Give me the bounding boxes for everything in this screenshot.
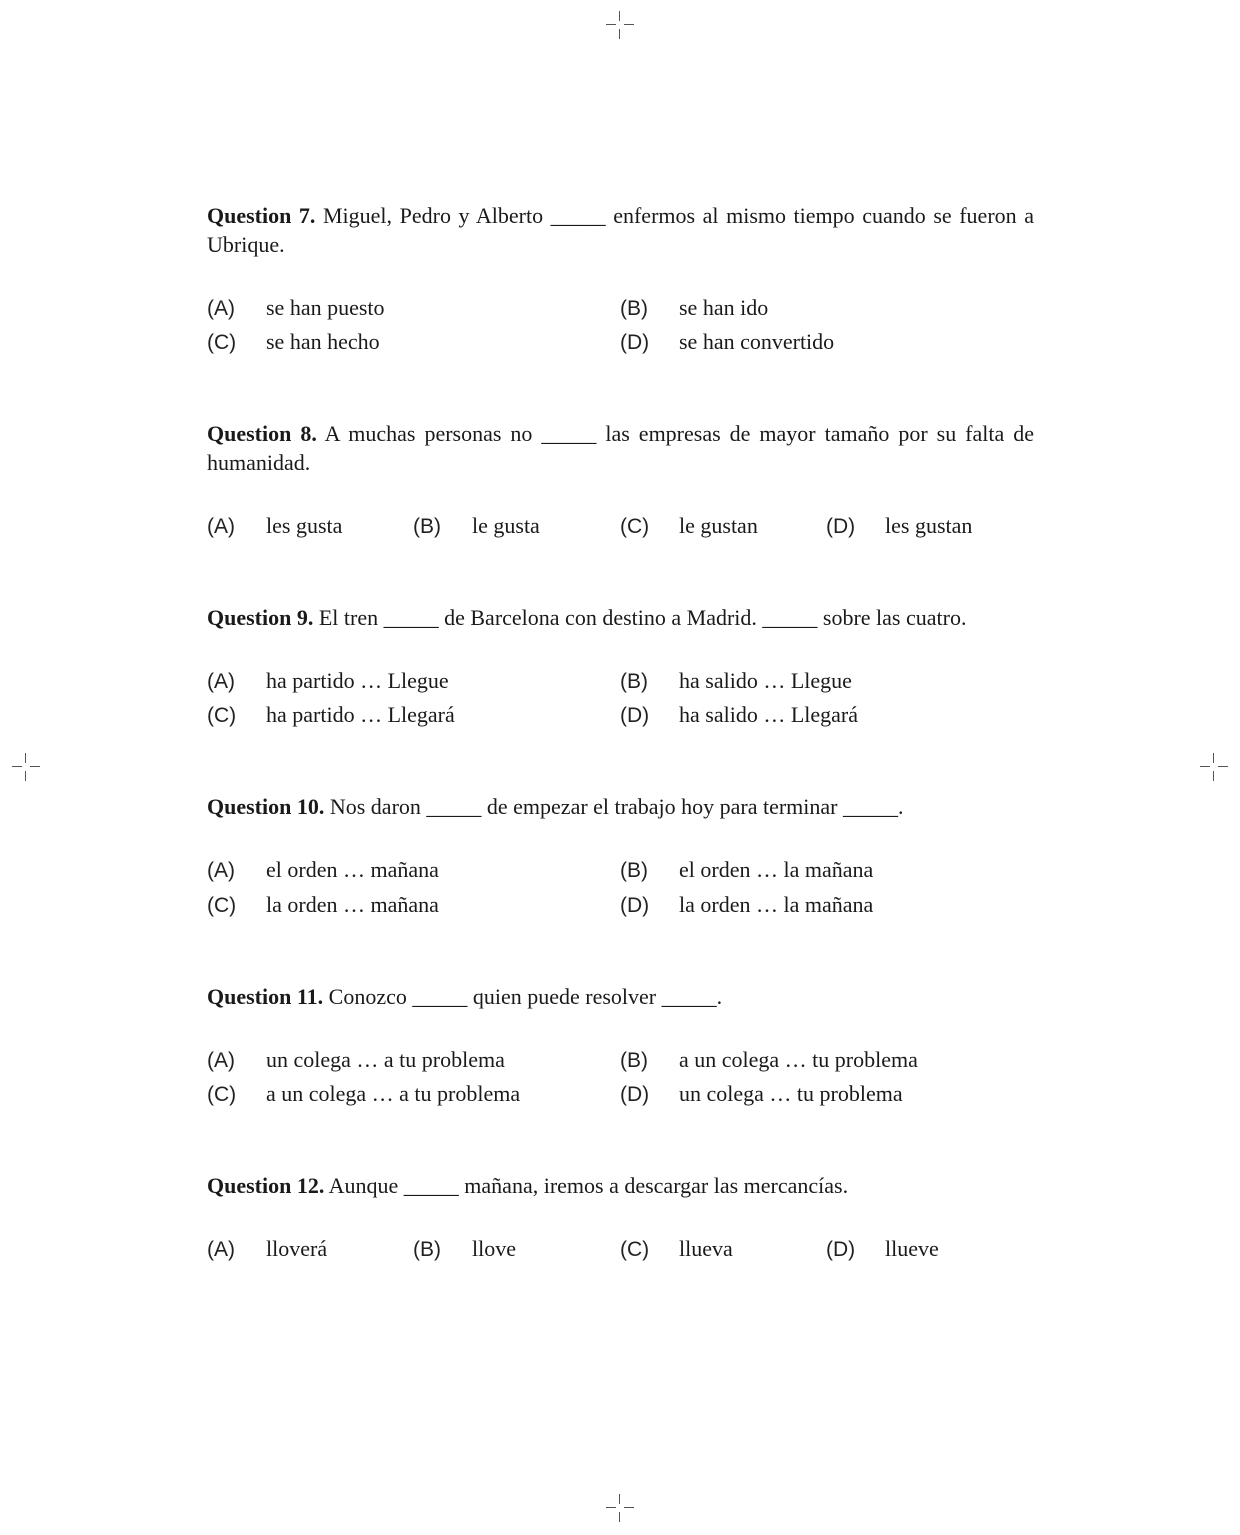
- option-letter: (C): [207, 1083, 237, 1106]
- question-stem: [207, 982, 1034, 1011]
- option-c[interactable]: [207, 1081, 520, 1108]
- option-text: se han puesto: [266, 295, 385, 320]
- option-text: el orden … la mañana: [679, 857, 874, 882]
- option-text: ha partido … Llegue: [266, 668, 449, 693]
- question-label: Question 11.: [207, 984, 324, 1009]
- question-label: Question 12.: [207, 1173, 325, 1198]
- question-7: [207, 201, 1034, 354]
- option-text: llueva: [679, 1236, 733, 1261]
- registration-mark-left: [12, 753, 40, 781]
- option-c[interactable]: [207, 702, 455, 729]
- option-letter: (C): [207, 704, 237, 727]
- option-b[interactable]: [413, 513, 540, 540]
- question-text: Aunque _____ mañana, iremos a descargar las mercancías.: [324, 1173, 849, 1198]
- option-letter: (D): [826, 515, 856, 538]
- question-text: Conozco _____ quien puede resolver _____.: [323, 984, 723, 1009]
- option-a[interactable]: [207, 1236, 327, 1263]
- option-text: se han convertido: [679, 329, 835, 354]
- option-c[interactable]: [620, 1236, 733, 1263]
- registration-mark-top: [606, 11, 634, 39]
- option-letter: (A): [207, 1238, 235, 1261]
- option-letter: (D): [620, 331, 650, 354]
- option-text: se han hecho: [266, 329, 380, 354]
- option-text: un colega … tu problema: [679, 1081, 903, 1106]
- option-letter: (A): [207, 515, 235, 538]
- option-letter: (B): [413, 515, 441, 538]
- question-11: [207, 982, 1034, 1106]
- option-letter: (D): [620, 1083, 650, 1106]
- option-a[interactable]: [207, 295, 385, 322]
- option-letter: (B): [620, 859, 648, 882]
- option-text: ha salido … Llegue: [679, 668, 852, 693]
- question-stem: [207, 419, 1034, 477]
- option-letter: (A): [207, 1049, 235, 1072]
- question-label: Question 10.: [207, 794, 325, 819]
- option-d[interactable]: [826, 1236, 939, 1263]
- question-text: A muchas personas no _____ las empresas de mayor tamaño por su falta de humanidad.: [207, 421, 1035, 475]
- question-stem: [207, 201, 1034, 259]
- option-text: el orden … mañana: [266, 857, 439, 882]
- option-b[interactable]: [620, 857, 873, 884]
- option-text: les gusta: [266, 513, 343, 538]
- option-a[interactable]: [207, 857, 439, 884]
- question-label: Question 9.: [207, 605, 314, 630]
- option-text: se han ido: [679, 295, 769, 320]
- question-8: [207, 419, 1035, 538]
- option-d[interactable]: [620, 329, 834, 356]
- option-b[interactable]: [620, 1047, 918, 1074]
- option-letter: (C): [620, 515, 650, 538]
- option-b[interactable]: [413, 1236, 516, 1263]
- option-text: a un colega … a tu problema: [266, 1081, 521, 1106]
- question-text: El tren _____ de Barcelona con destino a Madrid. _____ sobre las cuatro.: [313, 605, 967, 630]
- option-letter: (B): [620, 297, 648, 320]
- option-d[interactable]: [826, 513, 972, 540]
- option-letter: (D): [620, 704, 650, 727]
- option-letter: (B): [620, 1049, 648, 1072]
- option-text: llueve: [885, 1236, 939, 1261]
- option-c[interactable]: [207, 329, 380, 356]
- option-letter: (D): [826, 1238, 856, 1261]
- option-letter: (C): [207, 331, 237, 354]
- option-c[interactable]: [620, 513, 758, 540]
- question-10: [207, 792, 1034, 917]
- question-12: [207, 1171, 1034, 1261]
- question-stem: [207, 792, 1034, 821]
- option-d[interactable]: [620, 1081, 903, 1108]
- registration-mark-right: [1200, 753, 1228, 781]
- option-letter: (A): [207, 859, 235, 882]
- option-a[interactable]: [207, 1047, 505, 1074]
- option-text: la orden … la mañana: [679, 892, 874, 917]
- option-letter: (C): [620, 1238, 650, 1261]
- option-b[interactable]: [620, 295, 768, 322]
- option-letter: (C): [207, 894, 237, 917]
- question-label: Question 8.: [207, 421, 317, 446]
- option-text: a un colega … tu problema: [679, 1047, 918, 1072]
- option-letter: (B): [620, 670, 648, 693]
- question-9: [207, 603, 1034, 727]
- option-b[interactable]: [620, 668, 852, 695]
- option-text: la orden … mañana: [266, 892, 439, 917]
- option-letter: (A): [207, 670, 235, 693]
- option-text: lloverá: [266, 1236, 328, 1261]
- registration-mark-bottom: [606, 1494, 634, 1522]
- option-text: le gustan: [679, 513, 758, 538]
- option-letter: (A): [207, 297, 235, 320]
- option-letter: (B): [413, 1238, 441, 1261]
- question-text: Nos daron _____ de empezar el trabajo hoy para terminar _____.: [324, 794, 904, 819]
- question-text: Miguel, Pedro y Alberto _____ enfermos al mismo tiempo cuando se fueron a Ubrique.: [207, 203, 1034, 257]
- option-text: ha partido … Llegará: [266, 702, 455, 727]
- option-letter: (D): [620, 894, 650, 917]
- option-a[interactable]: [207, 668, 449, 695]
- option-d[interactable]: [620, 702, 858, 729]
- option-text: les gustan: [885, 513, 973, 538]
- question-label: Question 7.: [207, 203, 316, 228]
- option-d[interactable]: [620, 892, 873, 919]
- question-stem: [207, 1171, 1034, 1200]
- question-stem: [207, 603, 1034, 632]
- option-text: le gusta: [472, 513, 540, 538]
- option-text: ha salido … Llegará: [679, 702, 858, 727]
- option-text: un colega … a tu problema: [266, 1047, 505, 1072]
- option-a[interactable]: [207, 513, 342, 540]
- option-text: llove: [472, 1236, 516, 1261]
- option-c[interactable]: [207, 892, 439, 919]
